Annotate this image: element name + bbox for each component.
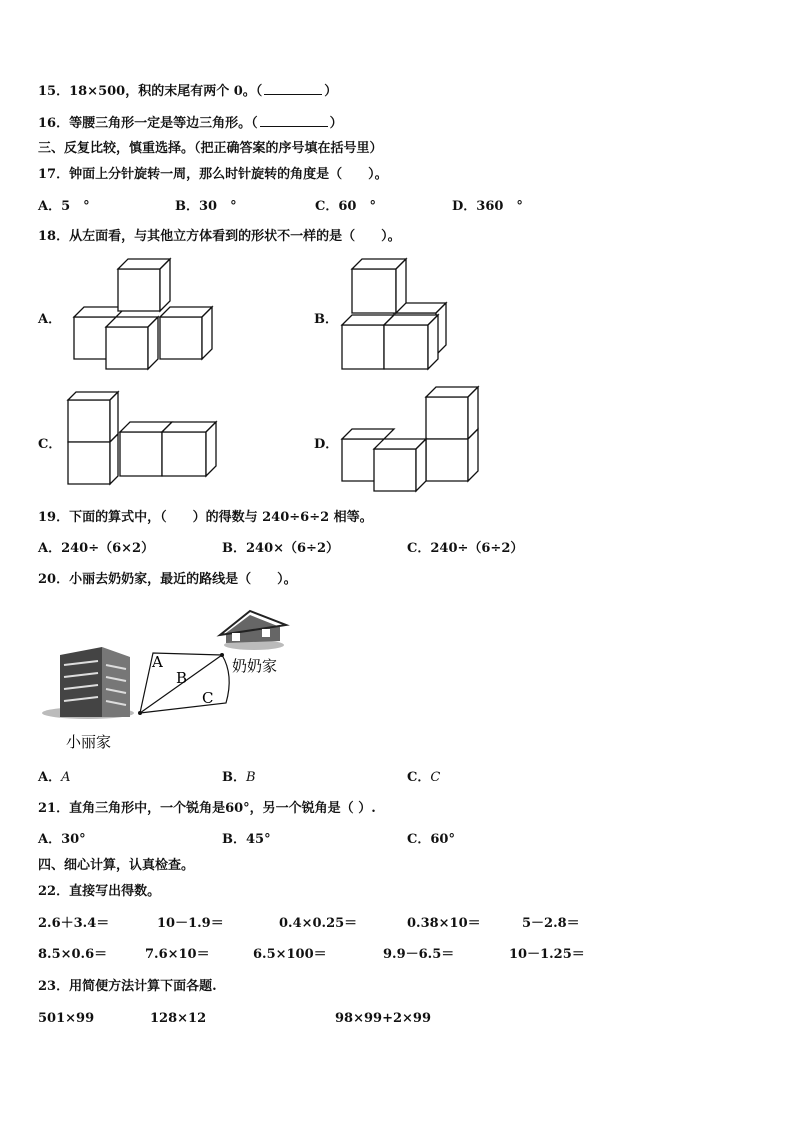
house-icon bbox=[220, 611, 286, 650]
q22-r2-c2[interactable]: 7.6×10＝ bbox=[145, 947, 210, 962]
q20-option-c-label: C bbox=[430, 770, 441, 785]
route-label-c: C bbox=[202, 689, 214, 707]
q15-number: 15． bbox=[38, 84, 70, 99]
q22-number: 22． bbox=[38, 884, 70, 899]
q17-number: 17． bbox=[38, 167, 70, 182]
q20-option-b-prefix: B． bbox=[222, 770, 246, 785]
q18-label-c[interactable]: C． bbox=[38, 437, 62, 452]
question-17 bbox=[38, 167, 388, 183]
cube-c-bottom-left bbox=[68, 434, 118, 484]
q15-close: ） bbox=[324, 84, 338, 99]
q17-option-c[interactable]: C．60 ° bbox=[315, 199, 376, 214]
cube-b-top bbox=[352, 259, 406, 313]
q18-figure-a[interactable] bbox=[70, 255, 220, 375]
question-18 bbox=[38, 229, 401, 245]
q17-option-a[interactable]: A．5 ° bbox=[38, 199, 90, 214]
q18-figure-d[interactable] bbox=[340, 385, 485, 497]
q17-text: 钟面上分针旋转一周，那么时针旋转的角度是（ ）。 bbox=[69, 167, 388, 182]
q22-r2-c3[interactable]: 6.5×100＝ bbox=[253, 947, 327, 962]
route-label-b: B bbox=[176, 669, 188, 687]
q23-item-3[interactable]: 98×99+2×99 bbox=[335, 1011, 431, 1026]
q20-number: 20． bbox=[38, 572, 70, 587]
question-22 bbox=[38, 884, 160, 900]
question-15 bbox=[38, 83, 337, 100]
section-4-heading: 四、细心计算，认真检查。 bbox=[38, 858, 195, 873]
q16-number: 16． bbox=[38, 116, 70, 131]
q20-option-a-prefix: A． bbox=[38, 770, 62, 785]
q21-text: 直角三角形中，一个锐角是60°，另一个锐角是（ ）. bbox=[69, 801, 376, 816]
q18-figure-c[interactable] bbox=[64, 388, 224, 488]
q22-r2-c4[interactable]: 9.9－6.5＝ bbox=[383, 947, 455, 962]
q23-text: 用简便方法计算下面各题. bbox=[69, 979, 217, 994]
cube-d-top-right bbox=[426, 387, 478, 439]
q20-option-a-label: A bbox=[61, 770, 71, 785]
q18-number: 18． bbox=[38, 229, 70, 244]
q15-answer-blank[interactable] bbox=[264, 83, 322, 95]
start-label: 小丽家 bbox=[66, 733, 112, 751]
q21-option-b[interactable]: B．45° bbox=[222, 832, 271, 847]
q19-option-b[interactable]: B．240×（6÷2） bbox=[222, 541, 340, 556]
q16-text: 等腰三角形一定是等边三角形。（ bbox=[69, 116, 258, 131]
q20-option-b[interactable] bbox=[222, 770, 256, 786]
q22-r1-c2[interactable]: 10－1.9＝ bbox=[157, 916, 224, 931]
q22-r2-c1[interactable]: 8.5×0.6＝ bbox=[38, 947, 108, 962]
question-20 bbox=[38, 572, 297, 588]
cube-a-top bbox=[118, 259, 170, 311]
q20-option-c[interactable] bbox=[407, 770, 440, 786]
q22-r1-c3[interactable]: 0.4×0.25＝ bbox=[279, 916, 358, 931]
q20-option-a[interactable] bbox=[38, 770, 70, 786]
q18-label-a[interactable]: A． bbox=[38, 312, 62, 327]
route-label-a: A bbox=[152, 653, 163, 671]
q16-answer-blank[interactable] bbox=[260, 115, 328, 127]
q23-item-1[interactable]: 501×99 bbox=[38, 1011, 95, 1026]
q19-option-c[interactable]: C．240÷（6÷2） bbox=[407, 541, 524, 556]
section-3-heading: 三、反复比较，慎重选择。（把正确答案的序号填在括号里） bbox=[38, 141, 383, 156]
q19-option-a[interactable]: A．240÷（6×2） bbox=[38, 541, 155, 556]
q18-label-d[interactable]: D． bbox=[314, 437, 339, 452]
q18-label-b[interactable]: B． bbox=[314, 312, 338, 327]
cube-b-front-right bbox=[384, 315, 438, 369]
q17-option-b[interactable]: B．30 ° bbox=[175, 199, 237, 214]
end-label: 奶奶家 bbox=[232, 657, 278, 675]
q20-text: 小丽去奶奶家，最近的路线是（ ）。 bbox=[69, 572, 297, 587]
cube-d-front bbox=[374, 439, 426, 491]
q17-option-d[interactable]: D．360 ° bbox=[452, 199, 523, 214]
q22-r1-c5[interactable]: 5－2.8＝ bbox=[522, 916, 580, 931]
q22-r1-c4[interactable]: 0.38×10＝ bbox=[407, 916, 481, 931]
q22-text: 直接写出得数。 bbox=[69, 884, 161, 899]
apartment-building-icon bbox=[42, 647, 134, 719]
q23-item-2[interactable]: 128×12 bbox=[150, 1011, 207, 1026]
q22-r2-c5[interactable]: 10－1.25＝ bbox=[509, 947, 585, 962]
cube-a-front bbox=[106, 317, 158, 369]
q19-number: 19． bbox=[38, 510, 70, 525]
q15-text: 18×500，积的末尾有两个 0。（ bbox=[69, 84, 263, 99]
q22-r1-c1[interactable]: 2.6＋3.4＝ bbox=[38, 916, 110, 931]
q20-option-c-prefix: C． bbox=[407, 770, 431, 785]
question-21 bbox=[38, 801, 376, 817]
q18-figure-b[interactable] bbox=[340, 255, 460, 375]
question-16 bbox=[38, 115, 343, 132]
q20-option-b-label: B bbox=[246, 770, 256, 785]
q21-number: 21． bbox=[38, 801, 70, 816]
question-23 bbox=[38, 979, 217, 995]
cube-c-right bbox=[162, 422, 216, 476]
q21-option-c[interactable]: C．60° bbox=[407, 832, 455, 847]
q23-number: 23． bbox=[38, 979, 70, 994]
cube-a-right bbox=[160, 307, 212, 359]
q20-route-map bbox=[40, 605, 300, 755]
q16-close: ） bbox=[329, 116, 343, 131]
q18-text: 从左面看，与其他立方体看到的形状不一样的是（ ）。 bbox=[69, 229, 401, 244]
question-19 bbox=[38, 510, 373, 526]
cube-c-top-left bbox=[68, 392, 118, 442]
q19-text: 下面的算式中，（ ）的得数与 240÷6÷2 相等。 bbox=[69, 510, 373, 525]
q21-option-a[interactable]: A．30° bbox=[38, 832, 86, 847]
